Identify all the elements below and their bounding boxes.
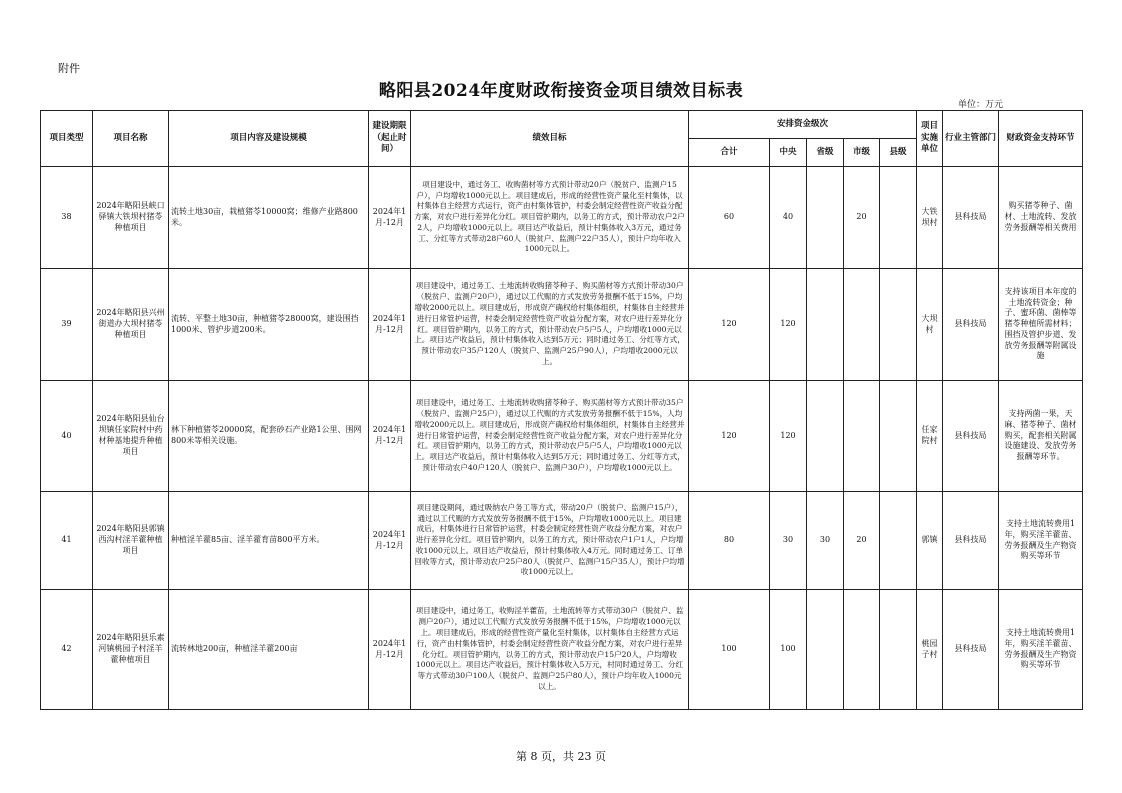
cell-support: 支持土地流转费用1年，购买淫羊藿苗、劳务报酬及生产物资购买等环节	[999, 590, 1083, 710]
col-total: 合计	[689, 139, 770, 167]
table-row	[41, 381, 1083, 492]
cell-name: 2024年略阳县郭镇西沟村淫羊藿种植项目	[93, 492, 169, 590]
col-period: 建设期限（起止时间）	[369, 111, 411, 167]
cell-goal: 项目建设期间，通过吸纳农户务工等方式，带动20户（脱贫户、监测户15户），通过以工代赈的方式发放劳务报酬不低于15%，户均增收1000元以上。项目建成后，村集体进行日常管护运营，村委会制定经营性资产收益分配方案，对农户进行差异化分红。项目管护期内，以务工的方式，预计带动农户1户1人，户均增收1000元以上。项目达产收益后，预计村集体收入4万元。同时通过务工、订单回收等方式，预计带动农户25户80人（脱贫户、监测户15户35人），预计户均增收1000元以上。	[411, 492, 689, 590]
cell-no: 39	[41, 269, 93, 381]
cell-county	[880, 167, 917, 269]
col-content: 项目内容及建设规模	[169, 111, 369, 167]
cell-province	[807, 167, 844, 269]
table-row	[41, 269, 1083, 381]
cell-no: 40	[41, 381, 93, 492]
cell-county	[880, 381, 917, 492]
cell-dept: 县科技局	[943, 492, 999, 590]
cell-total: 100	[689, 590, 770, 710]
cell-unit: 大坝村	[917, 269, 943, 381]
cell-no: 42	[41, 590, 93, 710]
cell-dept: 县科技局	[943, 269, 999, 381]
col-unit: 项目实施单位	[917, 111, 943, 167]
cell-central: 120	[770, 381, 807, 492]
cell-city	[844, 590, 880, 710]
cell-unit: 任家院村	[917, 381, 943, 492]
cell-support: 支持该项目本年度的土地流转资金；种子、蜜环菌、菌棒等猪苓种植所需材料；围挡及管护步道、发放劳务报酬等附属设施	[999, 269, 1083, 381]
cell-central: 30	[770, 492, 807, 590]
col-city: 市级	[844, 139, 880, 167]
cell-unit: 大铁坝村	[917, 167, 943, 269]
col-province: 省级	[807, 139, 844, 167]
cell-period: 2024年1月-12月	[369, 167, 411, 269]
cell-total: 60	[689, 167, 770, 269]
cell-no: 41	[41, 492, 93, 590]
cell-period: 2024年1月-12月	[369, 269, 411, 381]
cell-goal: 项目建设中，通过务工，收购淫羊藿苗，土地流转等方式带动30户（脱贫户、监测户20户），通过以工代赈方式发放劳务报酬不低于15%，户均增收1000元以上。项目建成后，形成的经营性资产量化至村集体，以村集体自主经营方式运行，资产由村集体管护，村委会制定经营性资产收益分配方案，对农户进行差异化分红。项目管护期内，以务工的方式，预计带动农户15户20人，户均增收1000元以上。项目达产收益后，预计村集体收入5万元，村同时通过务工、分红等方式带动30户100人（脱贫户、监测户25户80人），预计户均年收入1000元以上。	[411, 590, 689, 710]
cell-name: 2024年略阳县兴州街道办大坝村猪苓种植项目	[93, 269, 169, 381]
unit-label: 单位：万元	[958, 100, 1004, 110]
page-number: 第 8 页，共 23 页	[516, 750, 606, 763]
cell-total: 120	[689, 381, 770, 492]
cell-total: 80	[689, 492, 770, 590]
col-support: 财政资金支持环节	[999, 111, 1083, 167]
cell-city	[844, 269, 880, 381]
cell-central: 120	[770, 269, 807, 381]
cell-city	[844, 381, 880, 492]
col-type: 项目类型	[41, 111, 93, 167]
cell-period: 2024年1月-12月	[369, 381, 411, 492]
cell-no: 38	[41, 167, 93, 269]
cell-goal: 项目建设中，通过务工、收购菌材等方式预计带动20户（脱贫户、监测户15户），户均增收1000元以上。项目建成后，形成的经营性资产量化至村集体，以村集体自主经营方式运行，资产由村集体管护，村委会制定经营性资产收益分配方案，对农户进行差异化分红。项目管护期内，以务工的方式，预计带动农户2户2人，户均增收1000元以上。项目达产收益后，预计村集体收入3万元，通过务工、分红等方式带动28户60人（脱贫户、监测户22户35人），预计户均年收入1000元以上。	[411, 167, 689, 269]
performance-table	[40, 110, 1083, 710]
table-row	[41, 492, 1083, 590]
cell-central: 40	[770, 167, 807, 269]
cell-city: 20	[844, 167, 880, 269]
table-row	[41, 167, 1083, 269]
cell-province: 30	[807, 492, 844, 590]
cell-content: 种植淫羊藿85亩、淫羊藿育苗800平方米。	[169, 492, 369, 590]
cell-province	[807, 381, 844, 492]
cell-county	[880, 590, 917, 710]
cell-content: 流转、平整土地30亩，种植猪苓28000窝，建设围挡1000米、管护步道200米。	[169, 269, 369, 381]
cell-dept: 县科技局	[943, 590, 999, 710]
cell-county	[880, 492, 917, 590]
cell-period: 2024年1月-12月	[369, 492, 411, 590]
cell-total: 120	[689, 269, 770, 381]
cell-province	[807, 269, 844, 381]
cell-dept: 县科技局	[943, 167, 999, 269]
col-funds: 安排资金级次	[689, 111, 917, 139]
cell-support: 支持两菌一果，天麻、猪苓种子、菌材购买，配套相关附属设施建设、发放劳务报酬等环节。	[999, 381, 1083, 492]
cell-unit: 桃园子村	[917, 590, 943, 710]
cell-name: 2024年略阳县峡口驿镇大铁坝村猪苓种植项目	[93, 167, 169, 269]
attachment-label: 附件	[58, 62, 80, 75]
cell-city: 20	[844, 492, 880, 590]
cell-content: 流转土地30亩，栽植猪苓10000窝；维修产业路800米。	[169, 167, 369, 269]
col-dept: 行业主管部门	[943, 111, 999, 167]
table-row	[41, 590, 1083, 710]
cell-county	[880, 269, 917, 381]
cell-province	[807, 590, 844, 710]
cell-support: 购买猪苓种子、菌材、土地流转、发放劳务报酬等相关费用	[999, 167, 1083, 269]
page-title: 略阳县2024年度财政衔接资金项目绩效目标表	[378, 81, 744, 101]
cell-name: 2024年略阳县乐素河镇桃园子村淫羊藿种植项目	[93, 590, 169, 710]
col-county: 县级	[880, 139, 917, 167]
cell-dept: 县科技局	[943, 381, 999, 492]
cell-period: 2024年1月-12月	[369, 590, 411, 710]
cell-content: 流转林地200亩，种植淫羊藿200亩	[169, 590, 369, 710]
cell-goal: 项目建设中，通过务工、土地流转收购猪苓种子、购买菌材等方式预计带动30户（脱贫户、监测户20户），通过以工代赈的方式发放劳务报酬不低于15%，户均增收2000元以上。项目建成后，形成资产确权给村集体组织，村集体自主经营并进行日常管护运营，村委会制定经营性资产收益分配方案，对农户进行差异化分红。项目管护期内，以务工的方式，预计带动农户5户5人，户均增收1000元以上。项目达产收益后，预计村集体收入达到5万元；同时通过务工、分红等方式，预计带动农户35户120人（脱贫户、监测户25户90人），户均增收2000元以上。	[411, 269, 689, 381]
col-central: 中央	[770, 139, 807, 167]
col-name: 项目名称	[93, 111, 169, 167]
cell-name: 2024年略阳县仙台坝镇任家院村中药材种基地提升种植项目	[93, 381, 169, 492]
cell-content: 林下种植猪苓20000窝，配套砂石产业路1公里、围网800米等相关设施。	[169, 381, 369, 492]
col-goal: 绩效目标	[411, 111, 689, 167]
cell-central: 100	[770, 590, 807, 710]
cell-support: 支持土地流转费用1年，购买淫羊藿苗、劳务报酬及生产物资购买等环节	[999, 492, 1083, 590]
header-row	[41, 111, 1083, 139]
cell-unit: 郭镇	[917, 492, 943, 590]
cell-goal: 项目建设中，通过务工、土地流转收购猪苓种子、购买菌材等方式预计带动35户（脱贫户、监测户25户），通过以工代赈的方式发放劳务报酬不低于15%，人均增收2000元以上。项目建成后，形成资产确权给村集体组织，村集体自主经营并进行日常管护运营，村委会制定经营性资产收益分配方案，对农户进行差异化分红。项目管护期内，以务工的方式，预计带动农户5户5人，户均增收1000元以上。项目达产收益后，预计村集体收入达到5万元；同时通过务工、分红等方式，预计带动农户40户120人（脱贫户、监测户30户），户均增收1000元以上。	[411, 381, 689, 492]
